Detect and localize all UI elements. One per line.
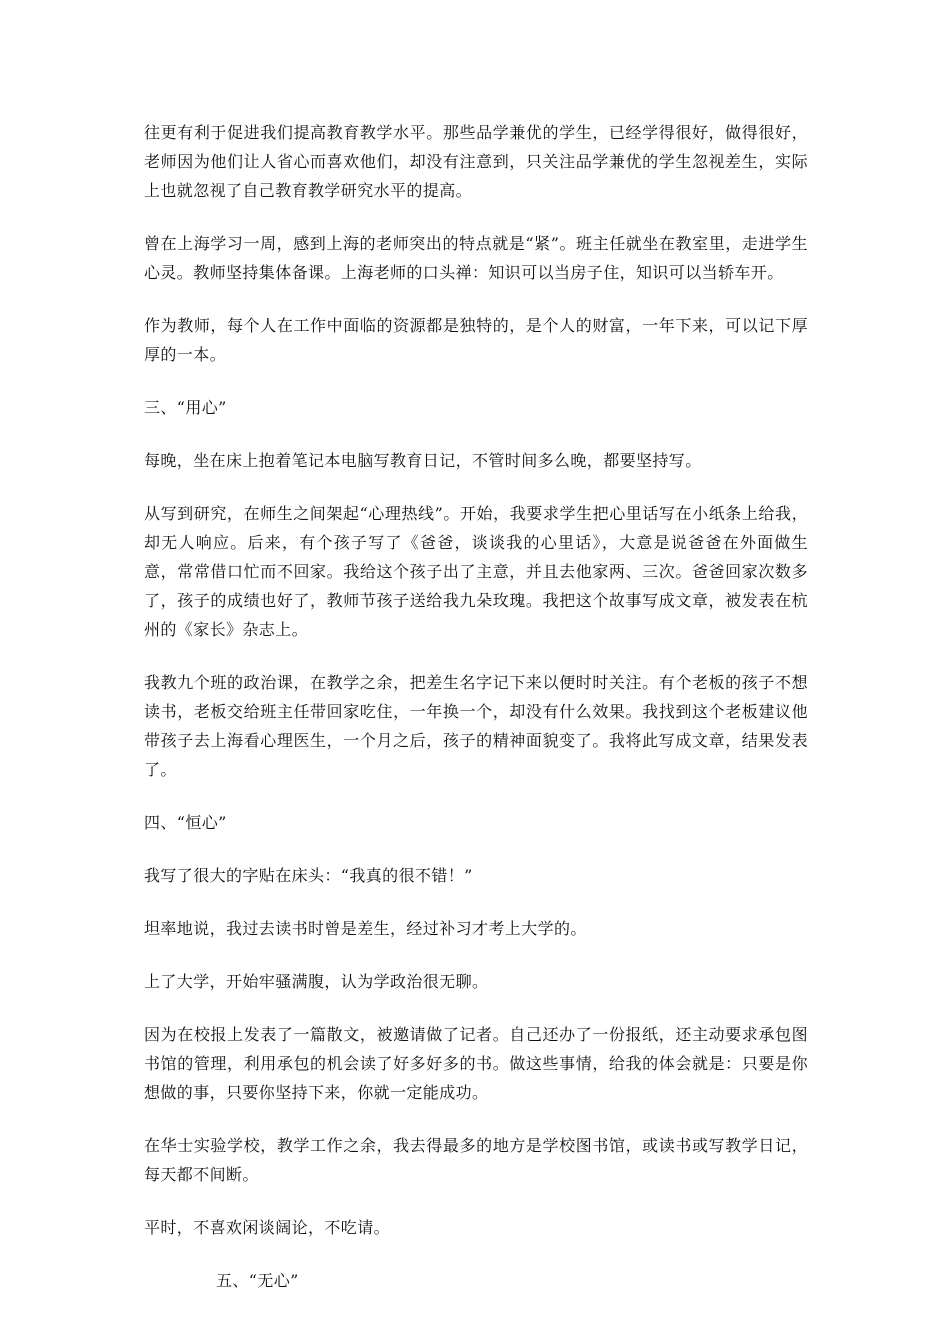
paragraph: 每晚，坐在床上抱着笔记本电脑写教育日记，不管时间多么晚，都要坚持写。 — [144, 451, 702, 470]
paragraph: 在华士实验学校，教学工作之余，我去得最多的地方是学校图书馆，或读书或写教学日记，每天都不间断。 — [144, 1136, 808, 1184]
paragraph: 作为教师，每个人在工作中面临的资源都是独特的，是个人的财富，一年下来，可以记下厚厚的一本。 — [144, 316, 808, 364]
paragraph: 我教九个班的政治课，在教学之余，把差生名字记下来以便时时关注。有个老板的孩子不想读书，老板交给班主任带回家吃住，一年换一个，却没有什么效果。我找到这个老板建议他带孩子去上海看心理医生，一个月之后，孩子的精神面貌变了。我将此写成文章，结果发表了。 — [144, 673, 808, 779]
paragraph: 曾在上海学习一周，感到上海的老师突出的特点就是“紧”。班主任就坐在教室里，走进学生心灵。教师坚持集体备课。上海老师的口头禅：知识可以当房子住，知识可以当轿车开。 — [144, 234, 808, 282]
document-body — [144, 118, 808, 1319]
paragraph: 上了大学，开始牢骚满腹，认为学政治很无聊。 — [144, 972, 489, 991]
section-heading: 三、“用心” — [144, 398, 227, 417]
section-heading: 四、“恒心” — [144, 813, 227, 832]
paragraph: 平时，不喜欢闲谈阔论，不吃请。 — [144, 1218, 391, 1237]
section-heading: 五、“无心” — [216, 1271, 299, 1290]
paragraph: 因为在校报上发表了一篇散文，被邀请做了记者。自己还办了一份报纸，还主动要求承包图书馆的管理，利用承包的机会读了好多好多的书。做这些事情，给我的体会就是：只要是你想做的事，只要你坚持下来，你就一定能成功。 — [144, 1025, 808, 1102]
paragraph: 我写了很大的字贴在床头：“我真的很不错！” — [144, 866, 473, 885]
paragraph: 往更有利于促进我们提高教育教学水平。那些品学兼优的学生，已经学得很好，做得很好，老师因为他们让人省心而喜欢他们，却没有注意到，只关注品学兼优的学生忽视差生，实际上也就忽视了自己教育教学研究水平的提高。 — [144, 123, 808, 200]
paragraph: 从写到研究，在师生之间架起“心理热线”。开始，我要求学生把心里话写在小纸条上给我，却无人响应。后来，有个孩子写了《爸爸，谈谈我的心里话》，大意是说爸爸在外面做生意，常常借口忙而不回家。我给这个孩子出了主意，并且去他家两、三次。爸爸回家次数多了，孩子的成绩也好了，教师节孩子送给我九朵玫瑰。我把这个故事写成文章，被发表在杭州的《家长》杂志上。 — [144, 504, 808, 639]
paragraph: 坦率地说，我过去读书时曾是差生，经过补习才考上大学的。 — [144, 919, 587, 938]
